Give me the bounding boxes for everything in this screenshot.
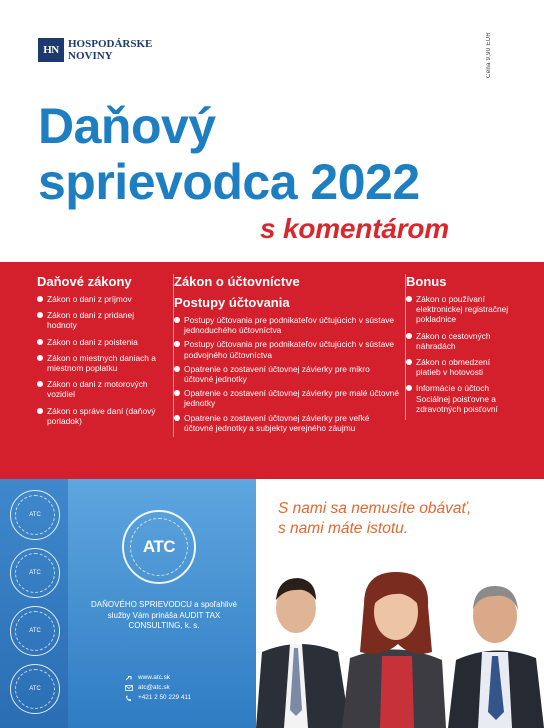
column-heading: Zákon o účtovníctve — [174, 274, 300, 289]
cover-subtitle: s komentárom — [260, 213, 449, 244]
list-item: Zákon o dani z poistenia — [37, 337, 165, 347]
certificate-seal-icon — [10, 490, 60, 540]
contents-band — [0, 262, 544, 479]
contact-email — [124, 683, 191, 693]
certificate-seal-icon — [10, 664, 60, 714]
publisher-name — [68, 38, 152, 62]
price-label: Cena 9,90 EUR — [486, 32, 492, 78]
masthead — [38, 38, 152, 62]
slogan-line2: s nami máte istotu. — [278, 520, 409, 537]
link-icon — [124, 675, 133, 682]
seal-label: ATC — [29, 685, 41, 692]
contact-text: atc@atc.sk — [138, 684, 170, 691]
list-item: Postupy účtovania pre podnikateľov účtujúcich v sústave jednoduchého účtovníctva — [174, 315, 401, 335]
column-inner — [174, 274, 401, 433]
contact-web — [124, 673, 191, 683]
slogan — [278, 499, 471, 539]
list-item: Opatrenie o zostavení účtovnej závierky pre mikro účtovné jednotky — [174, 364, 401, 384]
column-accounting — [173, 274, 401, 437]
list-item: Opatrenie o zostavení účtovnej závierky pre malé účtovné jednotky — [174, 388, 401, 408]
column-bonus — [405, 274, 517, 420]
bullet-list — [174, 315, 401, 433]
mail-icon — [124, 685, 133, 692]
column-tax-laws — [37, 274, 165, 432]
bullet-list — [406, 294, 517, 414]
seal-label: ATC — [29, 511, 41, 518]
list-item: Zákon o dani z pridanej hodnoty — [37, 310, 165, 330]
title-line1: Daňový — [38, 98, 216, 154]
person-right — [448, 586, 544, 728]
person-left — [256, 578, 350, 728]
column-heading: Daňové zákony — [37, 274, 132, 289]
list-item: Zákon o používaní elektronickej registračnej pokladnice — [406, 294, 517, 325]
list-item: Zákon o obmedzení platieb v hotovosti — [406, 357, 517, 377]
column-subheading: Postupy účtovania — [174, 295, 290, 310]
certificate-seal-icon — [10, 606, 60, 656]
contact-phone — [124, 693, 191, 703]
team-photo — [256, 560, 544, 728]
list-item: Zákon o dani z príjmov — [37, 294, 165, 304]
person-center — [342, 572, 446, 728]
phone-icon — [124, 695, 133, 702]
cover-title — [38, 98, 420, 210]
list-item: Zákon o správe daní (daňový poriadok) — [37, 406, 165, 426]
contact-list — [124, 673, 191, 703]
list-item: Zákon o dani z motorových vozidiel — [37, 379, 165, 399]
publisher-name-line1: HOSPODÁRSKE — [68, 38, 153, 50]
list-item: Informácie o účtoch Sociálnej poisťovne a zdravotných poisťovní — [406, 383, 517, 414]
hn-logo: HN — [38, 38, 64, 62]
atc-logo: ATC — [142, 537, 176, 556]
sponsor-text: DAŇOVÉHO SPRIEVODCU a spoľahlivé služby Vám prináša AUDIT TAX CONSULTING, k. s. — [91, 600, 237, 630]
column-heading: Bonus — [406, 274, 447, 289]
seal-label: ATC — [29, 569, 41, 576]
list-item: Postupy účtovania pre podnikateľov účtujúcich v sústave podvojného účtovníctva — [174, 339, 401, 359]
list-item: Zákon o miestnych daniach a miestnom poplatku — [37, 353, 165, 373]
contact-text: www.atc.sk — [138, 674, 170, 681]
slogan-line1: S nami sa nemusíte obávať, — [278, 500, 472, 517]
list-item: Zákon o cestovných náhradách — [406, 331, 517, 351]
contact-text: +421 2 50 229 411 — [138, 694, 192, 701]
seal-label: ATC — [29, 627, 41, 634]
atc-logo-seal — [122, 510, 196, 584]
title-line2: sprievodca 2022 — [38, 154, 420, 210]
certificate-seal-icon — [10, 548, 60, 598]
bullet-list — [37, 294, 165, 426]
publisher-name-line2: NOVINY — [68, 50, 113, 62]
list-item: Opatrenie o zostavení účtovnej závierky pre veľké účtovné jednotky a subjekty verejného záujmu — [174, 413, 401, 433]
